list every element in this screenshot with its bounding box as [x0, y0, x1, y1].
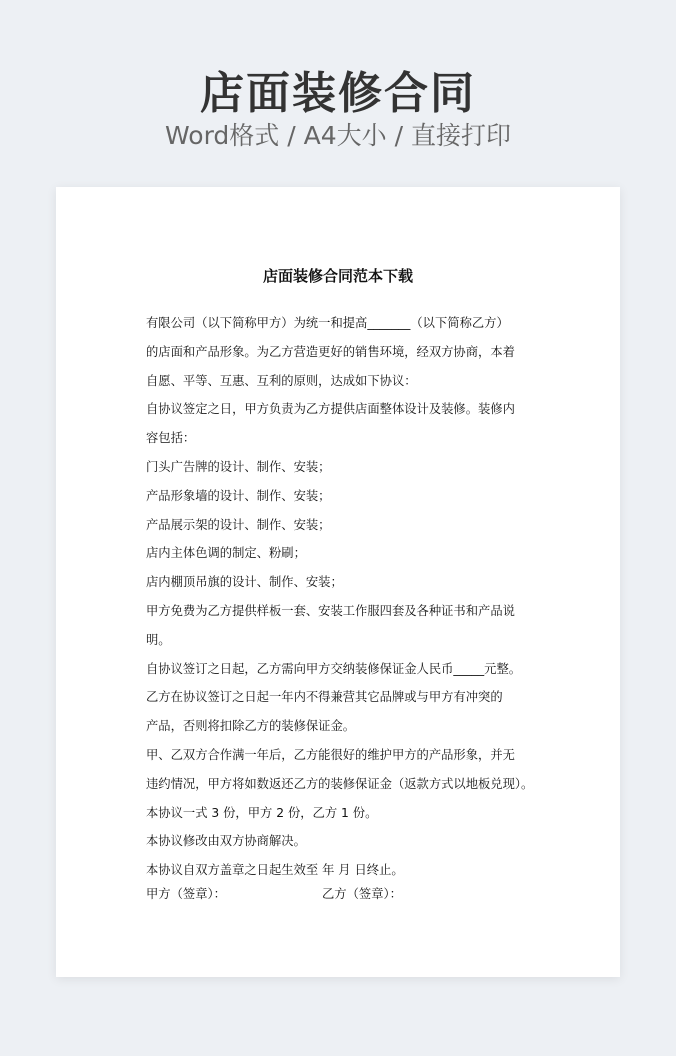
document-line: 的店面和产品形象。为乙方营造更好的销售环境，经双方协商，本着 [146, 344, 515, 359]
document-line: 产品形象墙的设计、制作、安装； [146, 488, 331, 503]
document-line: 甲方免费为乙方提供样板一套、安装工作服四套及各种证书和产品说 [146, 603, 515, 618]
document-line: 门头广告牌的设计、制作、安装； [146, 459, 331, 474]
document-line: 产品展示架的设计、制作、安装； [146, 517, 331, 532]
document-line: 乙方在协议签订之日起一年内不得兼营其它品牌或与甲方有冲突的 [146, 690, 503, 705]
signature-row [146, 880, 546, 908]
document-line: 店内棚顶吊旗的设计、制作、安装； [146, 575, 343, 590]
document-line: 本协议一式 3 份，甲方 2 份，乙方 1 份。 [146, 805, 378, 820]
document-line: 自协议签定之日，甲方负责为乙方提供店面整体设计及装修。装修内 [146, 402, 515, 417]
document-line: 有限公司（以下简称甲方）为统一和提高_______（以下简称乙方） [146, 316, 509, 330]
document-line: 店内主体色调的制定、粉刷； [146, 546, 306, 561]
signature-party-a: 甲方（签章）： [146, 887, 226, 901]
document-line: 自愿、平等、互惠、互利的原则，达成如下协议： [146, 373, 417, 388]
document-page [56, 187, 620, 977]
document-line: 容包括： [146, 431, 196, 446]
signature-party-b: 乙方（签章）： [322, 887, 402, 901]
document-line: 本协议自双方盖章之日起生效至 年 月 日终止。 [146, 863, 404, 878]
page-title: 店面装修合同 [200, 68, 476, 119]
document-line: 本协议修改由双方协商解决。 [146, 834, 306, 849]
document-title: 店面装修合同范本下载 [262, 267, 413, 285]
document-line: 甲、乙双方合作满一年后，乙方能很好的维护甲方的产品形象，并无 [146, 747, 515, 762]
page-subtitle: Word格式 / A4大小 / 直接打印 [165, 121, 511, 150]
document-line: 违约情况，甲方将如数返还乙方的装修保证金（返款方式以地板兑现）。 [146, 776, 534, 791]
document-line: 产品，否则将扣除乙方的装修保证金。 [146, 719, 356, 734]
document-line: 自协议签订之日起，乙方需向甲方交纳装修保证金人民币_____元整。 [146, 661, 522, 676]
document-line: 明。 [146, 632, 171, 647]
document-body [146, 309, 546, 885]
